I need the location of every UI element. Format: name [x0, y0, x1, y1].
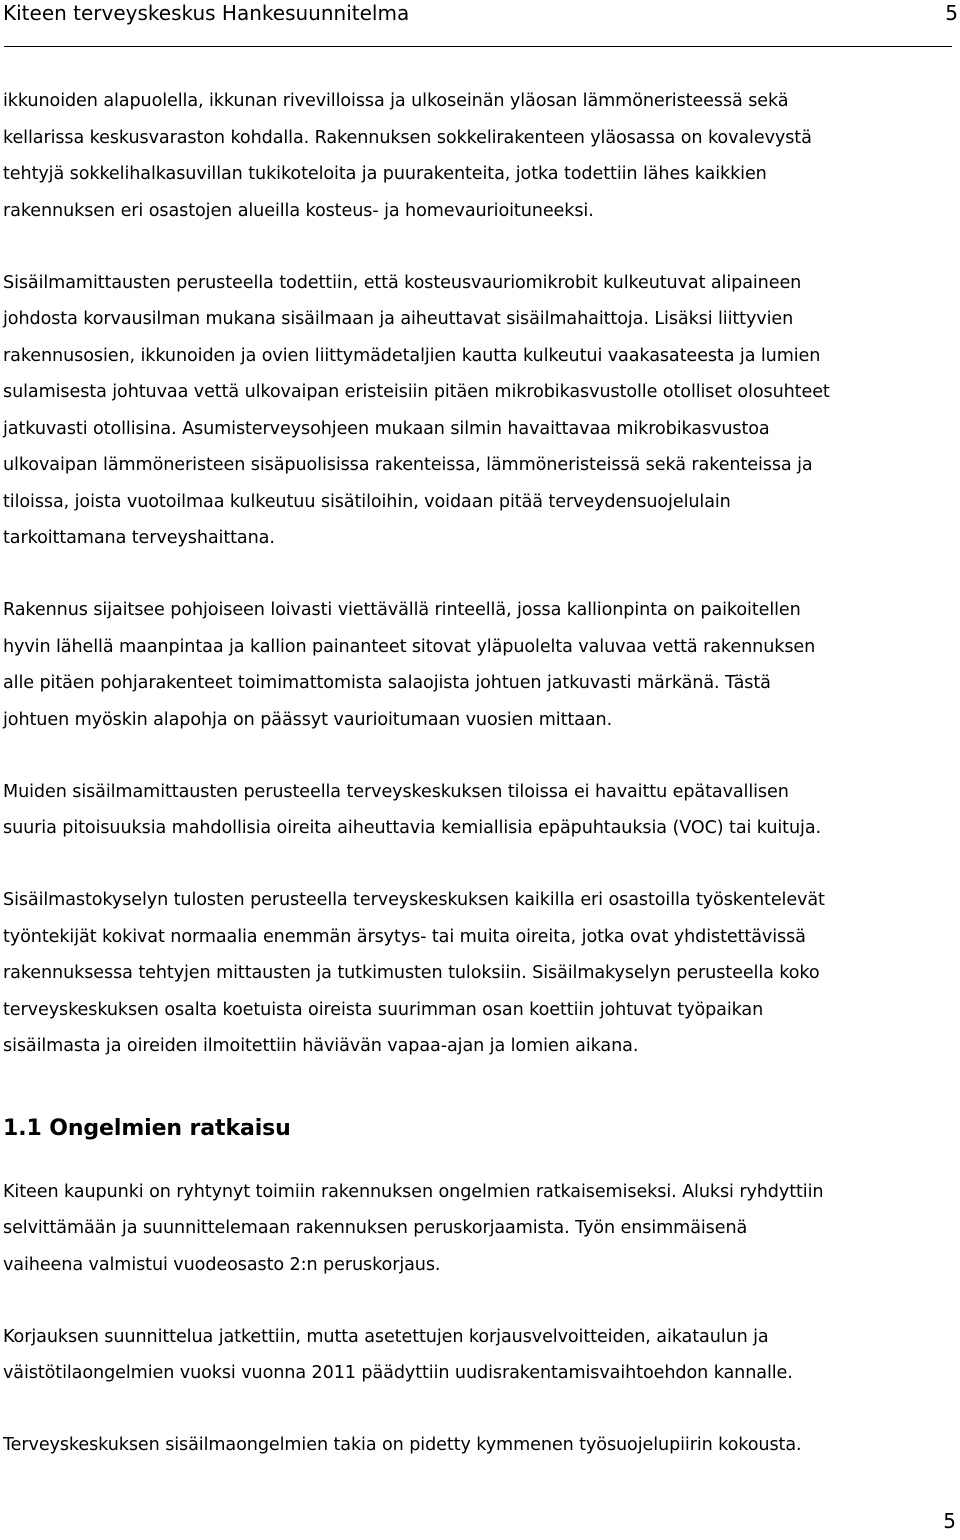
header-title: Kiteen terveyskeskus Hankesuunnitelma — [3, 1, 410, 25]
paragraph: Terveyskeskuksen sisäilmaongelmien takia on pidetty kymmenen työsuojelupiirin kokousta. — [3, 1435, 802, 1455]
footer-page-number: 5 — [943, 1509, 956, 1533]
section-number: 1.1 — [3, 1115, 42, 1141]
page-header — [3, 0, 960, 28]
paragraph: Sisäilmastokyselyn tulosten perusteella terveyskeskuksen kaikilla eri osastoilla työskentelevät työntekijät kokivat normaalia enemmän ärsytys- tai muita oireita, jotka ovat yhdistettävissä rakennuksessa tehtyjen mittausten ja tutkimusten tuloksiin. Sisäilmakyselyn perusteella koko terveyskeskuksen osalta koetuista oireista suurimman osan koettiin johtuvat työpaikan sisäilmasta ja oireiden ilmoitettiin häviävän vapaa-ajan ja lomien aikana. — [3, 890, 825, 1056]
paragraph: ikkunoiden alapuolella, ikkunan rivevilloissa ja ulkoseinän yläosan lämmöneristeessä sekä kellarissa keskusvaraston kohdalla. Rakennuksen sokkelirakenteen yläosassa on kovalevystä tehtyjä sokkelihalkasuvillan tukikoteloita ja puurakenteita, jotka todettiin lähes kaikkien rakennuksen eri osastojen alueilla kosteus- ja homevaurioituneeksi. — [3, 91, 812, 221]
section-heading — [3, 1111, 959, 1147]
section-title: Ongelmien ratkaisu — [49, 1115, 291, 1141]
paragraph: Kiteen kaupunki on ryhtynyt toimiin rakennuksen ongelmien ratkaisemiseksi. Aluksi ryhdyttiin selvittämään ja suunnittelemaan rakennuksen peruskorjaamista. Työn ensimmäisenä vaiheena valmistui vuodeosasto 2:n peruskorjaus. — [3, 1181, 824, 1275]
header-rule — [4, 46, 952, 47]
header-page-number: 5 — [945, 1, 958, 25]
paragraph: Korjauksen suunnittelua jatkettiin, mutta asetettujen korjausvelvoitteiden, aikataulun ja väistötilaongelmien vuoksi vuonna 2011 päädyttiin uudisrakentamisvaihtoehdon kannalle. — [3, 1326, 793, 1383]
paragraph: Rakennus sijaitsee pohjoiseen loivasti viettävällä rinteellä, jossa kallionpinta on paikoitellen hyvin lähellä maanpintaa ja kallion painanteet sitovat yläpuolelta valuvaa vettä rakennuksen alle pitäen pohjarakenteet toimimattomista salaojista johtuen jatkuvasti märkänä. Tästä johtuen myöskin alapohja on päässyt vaurioitumaan vuosien mittaan. — [3, 600, 816, 730]
paragraph: Muiden sisäilmamittausten perusteella terveyskeskuksen tiloissa ei havaittu epätavallisen suuria pitoisuuksia mahdollisia oireita aiheuttavia kemiallisia epäpuhtauksia (VOC) tai kuituja. — [3, 781, 821, 838]
paragraph: Sisäilmamittausten perusteella todettiin, että kosteusvauriomikrobit kulkeutuvat alipaineen johdosta korvausilman mukana sisäilmaan ja aiheuttavat sisäilmahaittoja. Lisäksi liittyvien rakennusosien, ikkunoiden ja ovien liittymädetaljien kautta kulkeutui vaakasateesta ja lumien sulamisesta johtuvaa vettä ulkovaipan eristeisiin pitäen mikrobikasvustolle otolliset olosuhteet jatkuvasti otollisina. Asumisterveysohjeen mukaan silmin havaittavaa mikrobikasvustoa ulkovaipan lämmöneristeen sisäpuolisissa rakenteissa, lämmöneristeissä sekä rakenteissa ja tiloissa, joista vuotoilmaa kulkeutuu sisätiloihin, voidaan pitää terveydensuojelulain tarkoittamana terveyshaittana. — [3, 272, 830, 548]
document-body — [3, 83, 959, 1499]
